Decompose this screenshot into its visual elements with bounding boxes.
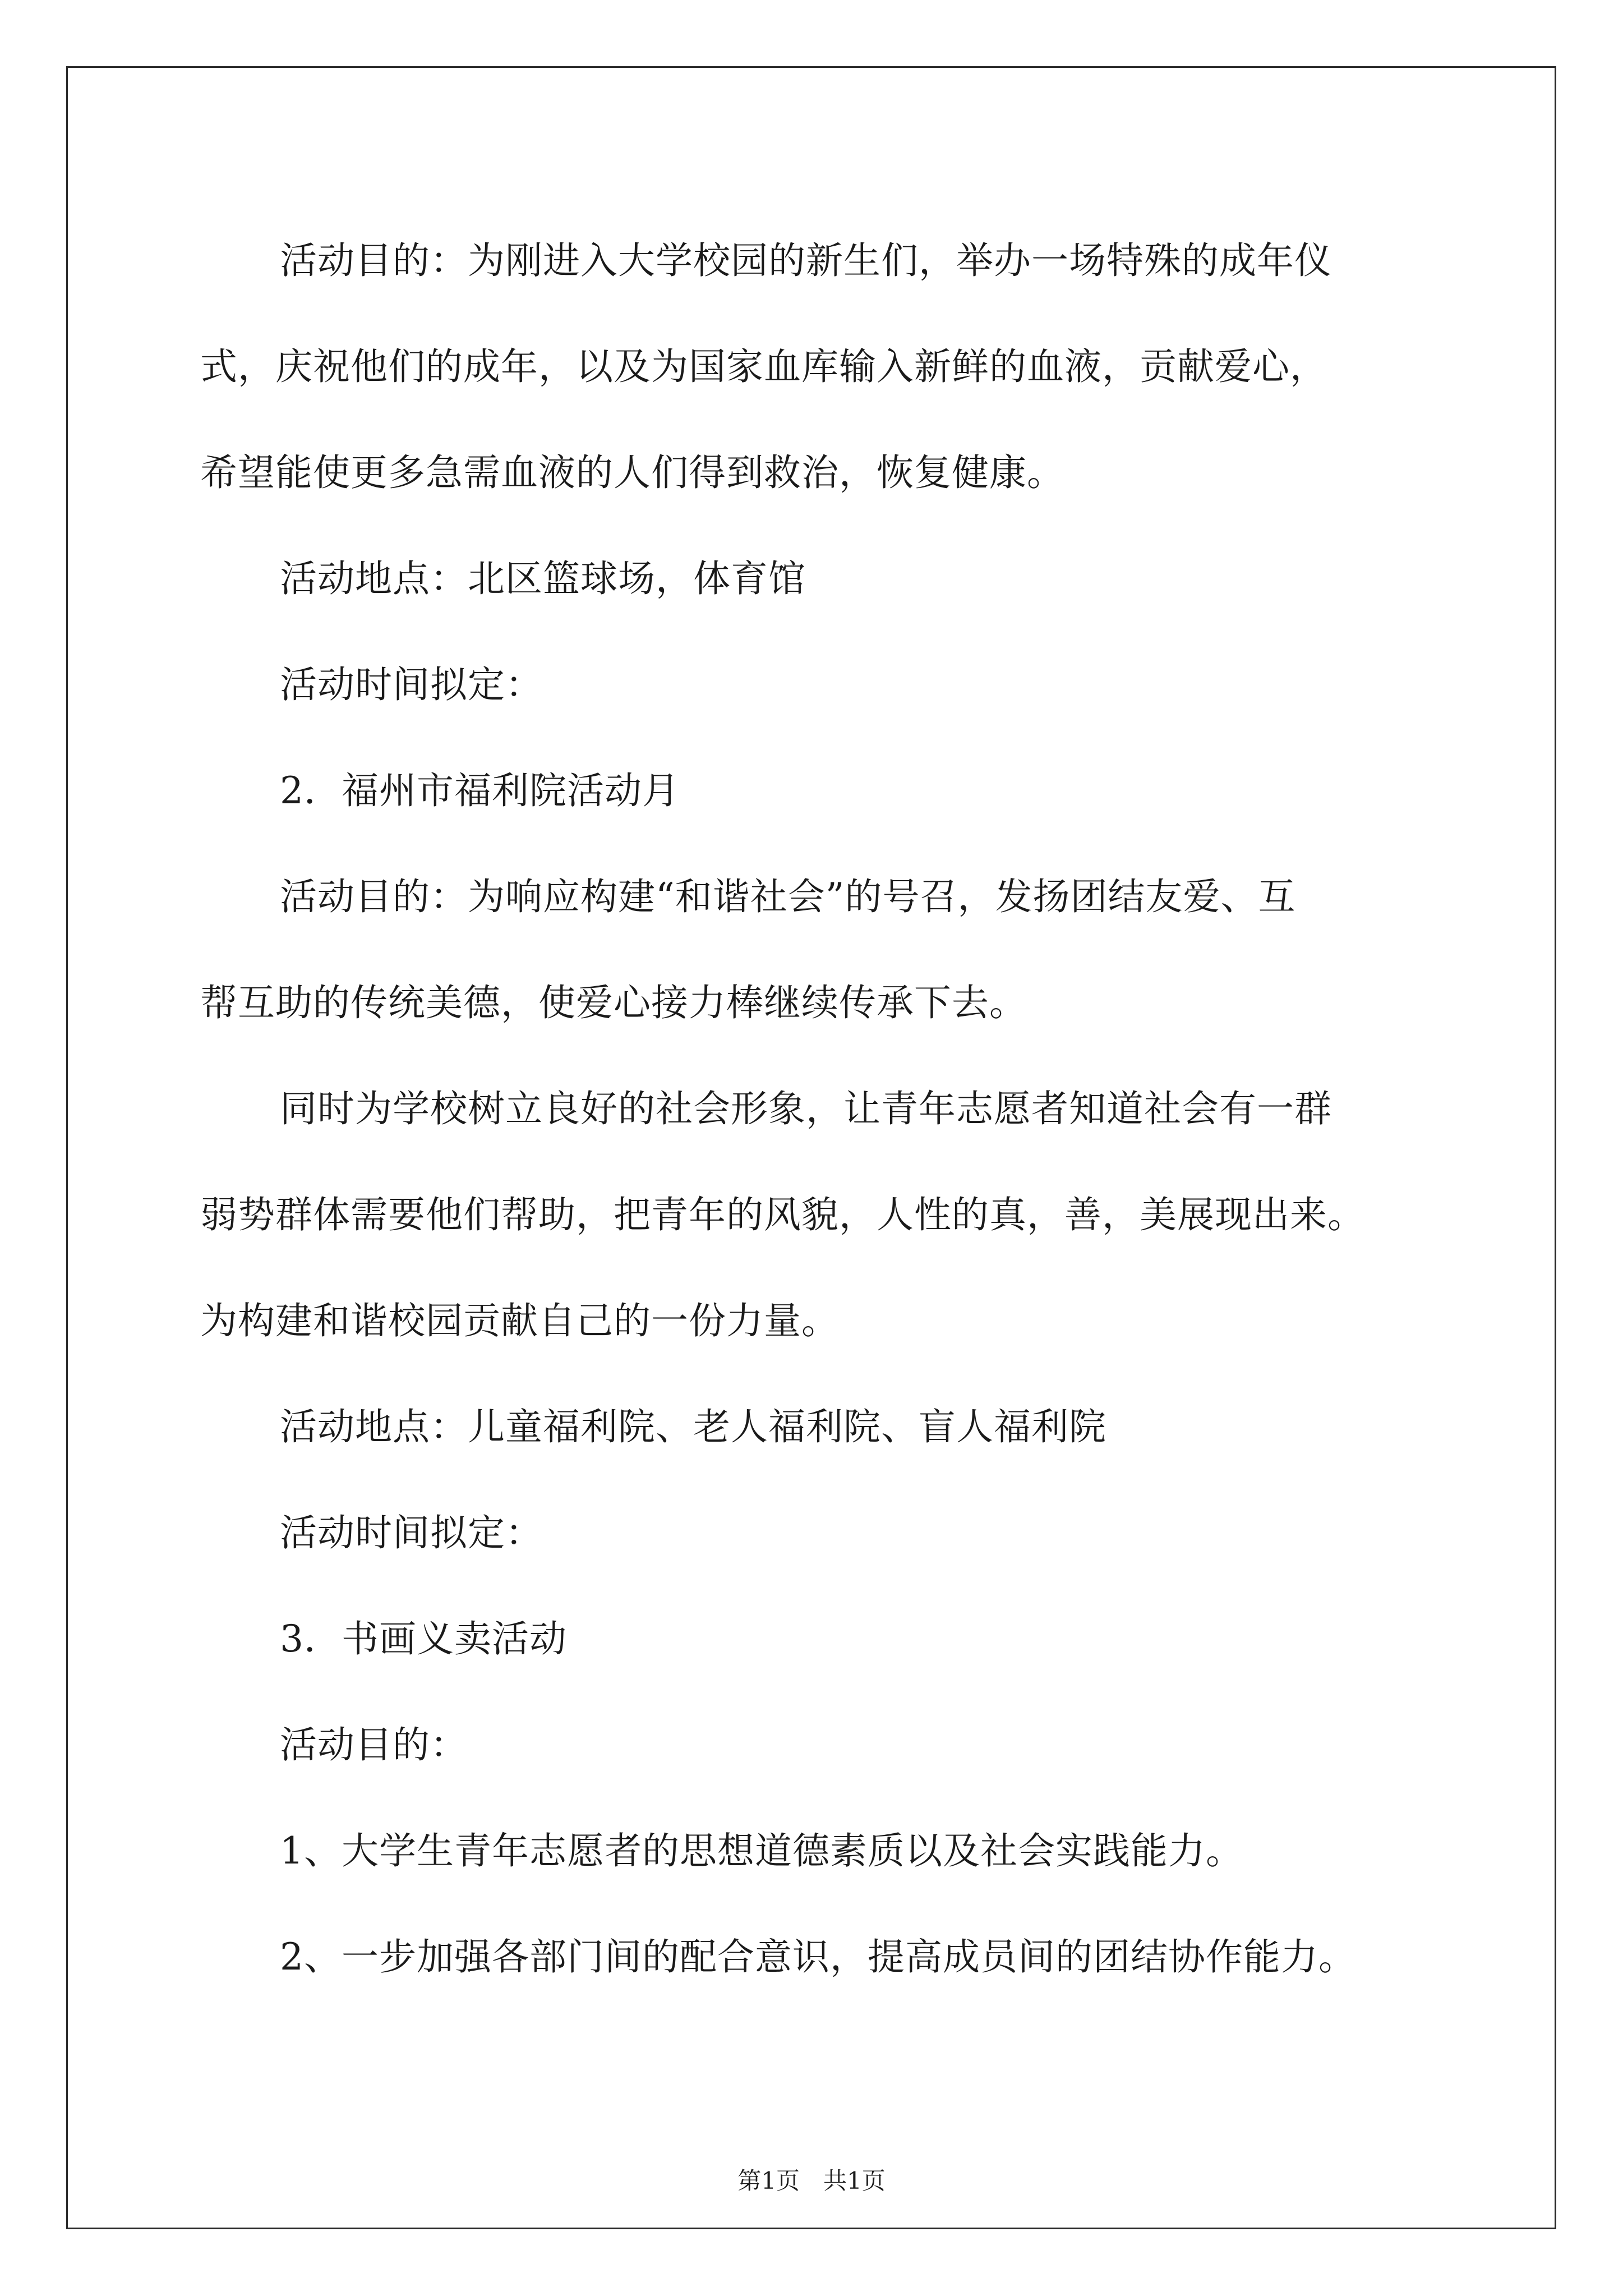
paragraph-line: 希望能使更多急需血液的人们得到救治，恢复健康。: [200, 451, 1064, 494]
paragraph-line: 帮互助的传统美德，使爱心接力棒继续传承下去。: [200, 981, 1027, 1024]
paragraph-line: 活动地点：儿童福利院、老人福利院、盲人福利院: [280, 1405, 1106, 1448]
paragraph-line: 活动时间拟定：: [280, 663, 543, 706]
page-footer: 第1页 共1页: [737, 2167, 886, 2194]
document-body: [200, 208, 1434, 2010]
paragraph-line: 同时为学校树立良好的社会形象，让青年志愿者知道社会有一群: [280, 1087, 1332, 1130]
section-heading: 3．书画义卖活动: [280, 1617, 567, 1660]
paragraph-line: 活动目的：为刚进入大学校园的新生们，举办一场特殊的成年仪: [280, 239, 1332, 282]
list-item: 1、大学生青年志愿者的思想道德素质以及社会实践能力。: [280, 1829, 1243, 1872]
paragraph-line: 弱势群体需要他们帮助，把青年的风貌，人性的真，善，美展现出来。: [200, 1193, 1365, 1236]
paragraph-line: 活动目的：为响应构建“和谐社会”的号召，发扬团结友爱、互: [280, 875, 1296, 918]
list-item: 2、一步加强各部门间的配合意识，提高成员间的团结协作能力。: [280, 1935, 1356, 1978]
paragraph-line: 活动目的：: [280, 1723, 468, 1766]
paragraph-line: 活动时间拟定：: [280, 1511, 543, 1554]
paragraph-line: 活动地点：北区篮球场，体育馆: [280, 557, 806, 600]
paragraph-line: 为构建和谐校园贡献自己的一份力量。: [200, 1299, 839, 1342]
section-heading: 2．福州市福利院活动月: [280, 769, 680, 812]
paragraph-line: 式，庆祝他们的成年，以及为国家血库输入新鲜的血液，贡献爱心，: [200, 345, 1327, 388]
